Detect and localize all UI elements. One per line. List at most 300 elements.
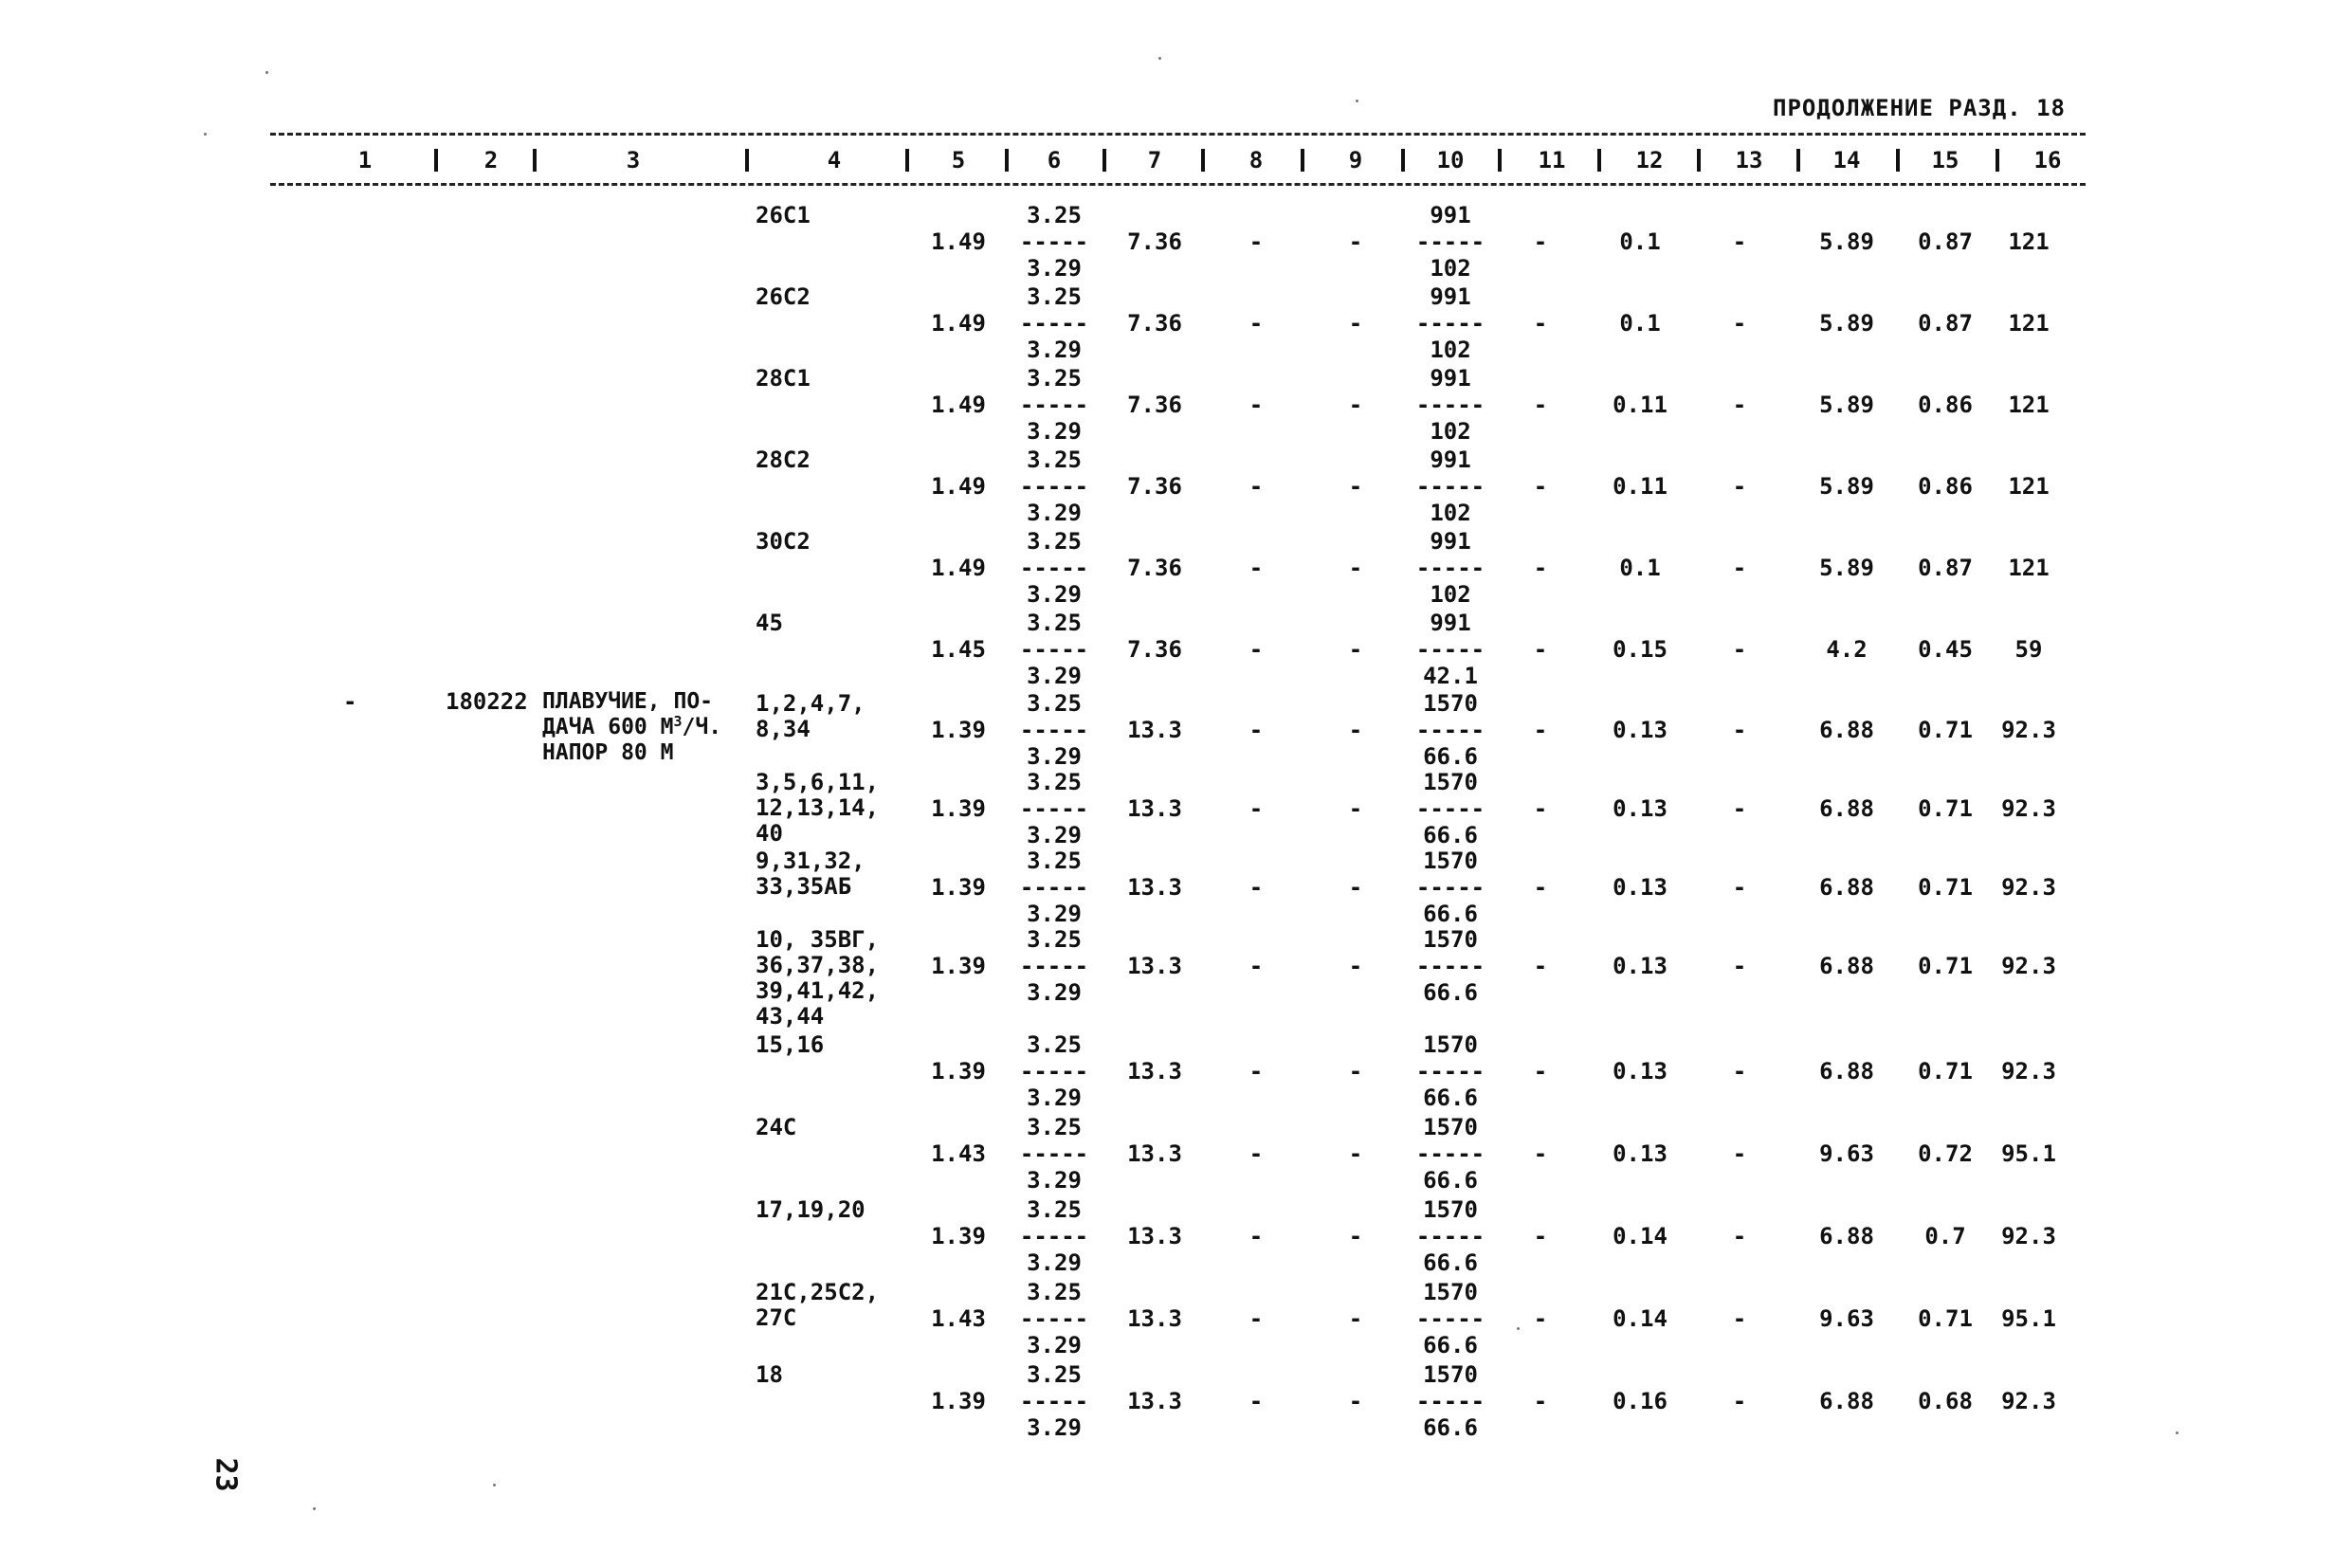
cell-col15: 0.71 <box>1918 874 1973 901</box>
cell-col16: 95.1 <box>2001 1140 2056 1167</box>
cell-col10-denominator: 66.6 <box>1423 743 1478 770</box>
cell-col6-fraction-bar: ----- <box>1019 1305 1089 1332</box>
cell-col8: - <box>1248 795 1264 822</box>
cell-object-ids: 36,37,38, <box>756 952 880 978</box>
cell-col14: 5.89 <box>1819 228 1874 255</box>
cell-col14: 5.89 <box>1819 473 1874 500</box>
cell-object-ids: 26С1 <box>756 202 811 228</box>
column-header-row <box>0 147 2351 175</box>
cell-col10-fraction-bar: ----- <box>1415 1305 1485 1332</box>
cell-col14: 6.88 <box>1819 717 1874 743</box>
cell-col10-numerator: 1570 <box>1423 1031 1478 1058</box>
cell-col13: - <box>1732 1388 1747 1414</box>
cell-col5: 1.49 <box>931 473 986 500</box>
cell-col16: 92.3 <box>2001 717 2056 743</box>
cell-col14: 9.63 <box>1819 1140 1874 1167</box>
cell-col13: - <box>1732 473 1747 500</box>
column-header-3: 3 <box>626 147 641 173</box>
cell-col13: - <box>1732 392 1747 418</box>
cell-col15: 0.71 <box>1918 1058 1973 1085</box>
cell-col8: - <box>1248 874 1264 901</box>
group-desc-line-1: ПЛАВУЧИЕ, ПО- <box>542 689 714 714</box>
column-separator <box>1697 149 1701 172</box>
cell-col15: 0.71 <box>1918 795 1973 822</box>
cell-col13: - <box>1732 636 1747 663</box>
cell-col8: - <box>1248 1305 1264 1332</box>
column-header-4: 4 <box>827 147 842 173</box>
cell-col12: 0.13 <box>1613 717 1668 743</box>
cell-object-ids: 18 <box>756 1361 783 1388</box>
cell-col5: 1.49 <box>931 310 986 337</box>
cell-col11: - <box>1533 1140 1548 1167</box>
cell-col8: - <box>1248 1140 1264 1167</box>
column-separator <box>905 149 909 172</box>
column-header-2: 2 <box>483 147 499 173</box>
cell-col16: 121 <box>2008 473 2050 500</box>
column-header-9: 9 <box>1348 147 1363 173</box>
cell-col10-denominator: 102 <box>1430 418 1471 445</box>
cell-col10-denominator: 102 <box>1430 337 1471 363</box>
cell-col6-fraction-bar: ----- <box>1019 953 1089 979</box>
cell-col12: 0.11 <box>1613 392 1668 418</box>
column-header-10: 10 <box>1436 147 1465 173</box>
cell-object-ids: 15,16 <box>756 1031 825 1058</box>
cell-object-ids: 33,35АБ <box>756 873 852 900</box>
cell-col7: 13.3 <box>1127 795 1182 822</box>
cell-col5: 1.45 <box>931 636 986 663</box>
cell-col6-denominator: 3.29 <box>1027 663 1082 689</box>
cell-col5: 1.49 <box>931 392 986 418</box>
cell-object-ids: 27С <box>756 1304 797 1331</box>
cell-col6-numerator: 3.25 <box>1027 202 1082 228</box>
cell-col15: 0.87 <box>1918 555 1973 581</box>
group-desc-superscript: 3 <box>673 713 683 730</box>
cell-col6-denominator: 3.29 <box>1027 901 1082 927</box>
cell-col10-numerator: 991 <box>1430 365 1471 392</box>
column-separator <box>434 149 438 172</box>
cell-col14: 6.88 <box>1819 1058 1874 1085</box>
cell-col11: - <box>1533 555 1548 581</box>
cell-col10-denominator: 66.6 <box>1423 1167 1478 1194</box>
cell-col10-fraction-bar: ----- <box>1415 795 1485 822</box>
cell-col11: - <box>1533 717 1548 743</box>
cell-col15: 0.86 <box>1918 392 1973 418</box>
cell-col13: - <box>1732 1223 1747 1249</box>
cell-col10-numerator: 1570 <box>1423 1196 1478 1223</box>
group-desc-line-2-text: ДАЧА 600 М <box>542 715 674 739</box>
cell-col10-denominator: 66.6 <box>1423 901 1478 927</box>
cell-col6-denominator: 3.29 <box>1027 255 1082 282</box>
cell-col14: 4.2 <box>1826 636 1868 663</box>
cell-col7: 7.36 <box>1127 392 1182 418</box>
cell-col15: 0.87 <box>1918 228 1973 255</box>
cell-col6-numerator: 3.25 <box>1027 365 1082 392</box>
cell-col5: 1.39 <box>931 953 986 979</box>
cell-col9: - <box>1348 1058 1363 1085</box>
column-header-16: 16 <box>2033 147 2062 173</box>
cell-col14: 6.88 <box>1819 795 1874 822</box>
cell-col11: - <box>1533 310 1548 337</box>
cell-col6-numerator: 3.25 <box>1027 610 1082 636</box>
cell-col5: 1.43 <box>931 1140 986 1167</box>
cell-col9: - <box>1348 392 1363 418</box>
cell-col12: 0.1 <box>1619 310 1661 337</box>
cell-object-ids: 43,44 <box>756 1003 825 1030</box>
cell-col14: 6.88 <box>1819 1388 1874 1414</box>
cell-col12: 0.13 <box>1613 795 1668 822</box>
cell-col9: - <box>1348 1140 1363 1167</box>
cell-col7: 13.3 <box>1127 1223 1182 1249</box>
group-desc-line-3: НАПОР 80 М <box>542 740 674 765</box>
cell-col8: - <box>1248 1058 1264 1085</box>
cell-col11: - <box>1533 953 1548 979</box>
cell-col6-fraction-bar: ----- <box>1019 795 1089 822</box>
column-separator <box>1996 149 1999 172</box>
cell-col6-fraction-bar: ----- <box>1019 1388 1089 1414</box>
cell-col6-denominator: 3.29 <box>1027 1085 1082 1111</box>
cell-col13: - <box>1732 228 1747 255</box>
cell-col13: - <box>1732 1305 1747 1332</box>
cell-object-ids: 21С,25С2, <box>756 1279 880 1305</box>
cell-col14: 6.88 <box>1819 1223 1874 1249</box>
cell-col16: 59 <box>2014 636 2043 663</box>
cell-col13: - <box>1732 310 1747 337</box>
cell-object-ids: 45 <box>756 610 783 636</box>
cell-col9: - <box>1348 555 1363 581</box>
cell-col10-denominator: 42.1 <box>1423 663 1478 689</box>
column-separator <box>1401 149 1405 172</box>
cell-col10-numerator: 991 <box>1430 202 1471 228</box>
cell-col6-fraction-bar: ----- <box>1019 555 1089 581</box>
cell-col7: 7.36 <box>1127 473 1182 500</box>
cell-col5: 1.43 <box>931 1305 986 1332</box>
cell-col16: 92.3 <box>2001 1388 2056 1414</box>
cell-col6-fraction-bar: ----- <box>1019 1223 1089 1249</box>
cell-col13: - <box>1732 717 1747 743</box>
cell-col10-denominator: 102 <box>1430 500 1471 526</box>
cell-col6-denominator: 3.29 <box>1027 1414 1082 1441</box>
cell-col6-numerator: 3.25 <box>1027 926 1082 953</box>
cell-col8: - <box>1248 1388 1264 1414</box>
cell-col10-numerator: 991 <box>1430 447 1471 473</box>
cell-col10-numerator: 1570 <box>1423 690 1478 717</box>
cell-col10-fraction-bar: ----- <box>1415 555 1485 581</box>
cell-col6-numerator: 3.25 <box>1027 690 1082 717</box>
cell-col5: 1.39 <box>931 1058 986 1085</box>
cell-col8: - <box>1248 473 1264 500</box>
cell-col10-numerator: 1570 <box>1423 1361 1478 1388</box>
cell-col6-numerator: 3.25 <box>1027 848 1082 874</box>
cell-col9: - <box>1348 310 1363 337</box>
column-separator <box>533 149 537 172</box>
cell-col10-numerator: 1570 <box>1423 769 1478 795</box>
cell-col16: 92.3 <box>2001 874 2056 901</box>
cell-col10-denominator: 66.6 <box>1423 1414 1478 1441</box>
margin-page-mark: 23 <box>209 1457 243 1492</box>
cell-col7: 7.36 <box>1127 310 1182 337</box>
cell-col6-numerator: 3.25 <box>1027 447 1082 473</box>
cell-col9: - <box>1348 636 1363 663</box>
cell-object-ids: 28С1 <box>756 365 811 392</box>
cell-col5: 1.39 <box>931 1388 986 1414</box>
cell-col10-fraction-bar: ----- <box>1415 874 1485 901</box>
cell-col16: 92.3 <box>2001 953 2056 979</box>
cell-col11: - <box>1533 1058 1548 1085</box>
cell-col9: - <box>1348 473 1363 500</box>
column-header-7: 7 <box>1147 147 1162 173</box>
cell-col6-fraction-bar: ----- <box>1019 392 1089 418</box>
cell-col13: - <box>1732 874 1747 901</box>
cell-col7: 13.3 <box>1127 717 1182 743</box>
column-header-1: 1 <box>357 147 373 173</box>
cell-col13: - <box>1732 1140 1747 1167</box>
cell-col10-numerator: 1570 <box>1423 1279 1478 1305</box>
group-code: 180222 <box>446 688 528 715</box>
cell-col5: 1.39 <box>931 795 986 822</box>
cell-col12: 0.13 <box>1613 874 1668 901</box>
cell-col15: 0.7 <box>1924 1223 1966 1249</box>
cell-object-ids: 3,5,6,11, <box>756 769 880 795</box>
cell-col12: 0.14 <box>1613 1305 1668 1332</box>
cell-col7: 13.3 <box>1127 1058 1182 1085</box>
cell-col6-fraction-bar: ----- <box>1019 874 1089 901</box>
cell-col6-denominator: 3.29 <box>1027 822 1082 848</box>
cell-col6-numerator: 3.25 <box>1027 769 1082 795</box>
cell-col12: 0.1 <box>1619 228 1661 255</box>
cell-col7: 13.3 <box>1127 953 1182 979</box>
cell-col6-numerator: 3.25 <box>1027 528 1082 555</box>
cell-col6-fraction-bar: ----- <box>1019 228 1089 255</box>
cell-col10-fraction-bar: ----- <box>1415 717 1485 743</box>
cell-col9: - <box>1348 1388 1363 1414</box>
cell-col16: 121 <box>2008 392 2050 418</box>
cell-col6-denominator: 3.29 <box>1027 743 1082 770</box>
cell-col9: - <box>1348 1305 1363 1332</box>
cell-col11: - <box>1533 636 1548 663</box>
column-header-15: 15 <box>1931 147 1959 173</box>
cell-col6-numerator: 3.25 <box>1027 1031 1082 1058</box>
cell-col10-denominator: 102 <box>1430 255 1471 282</box>
column-header-11: 11 <box>1538 147 1566 173</box>
cell-col7: 13.3 <box>1127 1140 1182 1167</box>
cell-col15: 0.72 <box>1918 1140 1973 1167</box>
cell-col10-numerator: 1570 <box>1423 1114 1478 1140</box>
group-prefix: - <box>343 688 357 715</box>
cell-object-ids: 17,19,20 <box>756 1196 866 1223</box>
cell-col10-denominator: 66.6 <box>1423 979 1478 1006</box>
header-top-rule <box>270 133 2086 136</box>
cell-col15: 0.86 <box>1918 473 1973 500</box>
cell-col11: - <box>1533 795 1548 822</box>
cell-col10-fraction-bar: ----- <box>1415 392 1485 418</box>
cell-col14: 5.89 <box>1819 392 1874 418</box>
column-separator <box>1597 149 1601 172</box>
cell-col15: 0.87 <box>1918 310 1973 337</box>
group-desc-suffix: /Ч. <box>682 715 722 739</box>
cell-object-ids: 10, 35ВГ, <box>756 926 880 953</box>
cell-col11: - <box>1533 228 1548 255</box>
cell-col11: - <box>1533 392 1548 418</box>
cell-col10-denominator: 66.6 <box>1423 1249 1478 1276</box>
cell-object-ids: 24С <box>756 1114 797 1140</box>
cell-col16: 121 <box>2008 310 2050 337</box>
cell-col12: 0.15 <box>1613 636 1668 663</box>
cell-object-ids: 9,31,32, <box>756 848 866 874</box>
cell-col6-numerator: 3.25 <box>1027 1114 1082 1140</box>
cell-col7: 13.3 <box>1127 1305 1182 1332</box>
cell-col10-fraction-bar: ----- <box>1415 1140 1485 1167</box>
column-separator <box>1498 149 1502 172</box>
cell-col15: 0.71 <box>1918 1305 1973 1332</box>
column-separator <box>1896 149 1900 172</box>
cell-col10-denominator: 66.6 <box>1423 1085 1478 1111</box>
column-header-13: 13 <box>1735 147 1763 173</box>
cell-col6-denominator: 3.29 <box>1027 979 1082 1006</box>
cell-col7: 7.36 <box>1127 636 1182 663</box>
cell-col9: - <box>1348 1223 1363 1249</box>
cell-col10-fraction-bar: ----- <box>1415 953 1485 979</box>
column-separator <box>1201 149 1205 172</box>
cell-col15: 0.71 <box>1918 717 1973 743</box>
cell-col9: - <box>1348 228 1363 255</box>
cell-col7: 13.3 <box>1127 874 1182 901</box>
cell-col10-numerator: 1570 <box>1423 926 1478 953</box>
cell-col8: - <box>1248 555 1264 581</box>
column-separator <box>745 149 749 172</box>
cell-col15: 0.45 <box>1918 636 1973 663</box>
cell-col6-denominator: 3.29 <box>1027 1249 1082 1276</box>
cell-object-ids: 8,34 <box>756 716 811 742</box>
cell-col9: - <box>1348 953 1363 979</box>
column-header-6: 6 <box>1047 147 1062 173</box>
cell-col9: - <box>1348 795 1363 822</box>
cell-col10-fraction-bar: ----- <box>1415 473 1485 500</box>
cell-col7: 13.3 <box>1127 1388 1182 1414</box>
cell-col8: - <box>1248 953 1264 979</box>
cell-col16: 92.3 <box>2001 1223 2056 1249</box>
header-bottom-rule <box>270 183 2086 186</box>
cell-col7: 7.36 <box>1127 555 1182 581</box>
cell-object-ids: 40 <box>756 820 783 847</box>
cell-col5: 1.49 <box>931 228 986 255</box>
cell-col10-fraction-bar: ----- <box>1415 1388 1485 1414</box>
cell-object-ids: 30С2 <box>756 528 811 555</box>
cell-col11: - <box>1533 874 1548 901</box>
cell-col13: - <box>1732 555 1747 581</box>
cell-col6-denominator: 3.29 <box>1027 418 1082 445</box>
column-separator <box>1005 149 1009 172</box>
cell-col12: 0.13 <box>1613 953 1668 979</box>
column-header-12: 12 <box>1635 147 1664 173</box>
cell-col6-numerator: 3.25 <box>1027 1361 1082 1388</box>
cell-col10-fraction-bar: ----- <box>1415 636 1485 663</box>
column-separator <box>1301 149 1304 172</box>
cell-col10-fraction-bar: ----- <box>1415 228 1485 255</box>
cell-col10-fraction-bar: ----- <box>1415 310 1485 337</box>
cell-col6-fraction-bar: ----- <box>1019 310 1089 337</box>
cell-col6-fraction-bar: ----- <box>1019 636 1089 663</box>
cell-col6-denominator: 3.29 <box>1027 1167 1082 1194</box>
cell-col14: 6.88 <box>1819 874 1874 901</box>
cell-col8: - <box>1248 1223 1264 1249</box>
cell-col16: 92.3 <box>2001 795 2056 822</box>
cell-col8: - <box>1248 228 1264 255</box>
cell-col6-denominator: 3.29 <box>1027 581 1082 608</box>
cell-col10-numerator: 991 <box>1430 610 1471 636</box>
column-header-8: 8 <box>1248 147 1264 173</box>
cell-col16: 95.1 <box>2001 1305 2056 1332</box>
cell-object-ids: 28С2 <box>756 447 811 473</box>
cell-col5: 1.39 <box>931 717 986 743</box>
group-desc-line-2 <box>542 715 721 740</box>
cell-col14: 5.89 <box>1819 310 1874 337</box>
cell-col16: 121 <box>2008 555 2050 581</box>
cell-col10-numerator: 991 <box>1430 528 1471 555</box>
cell-object-ids: 12,13,14, <box>756 794 880 821</box>
cell-col9: - <box>1348 717 1363 743</box>
cell-col14: 9.63 <box>1819 1305 1874 1332</box>
cell-col12: 0.1 <box>1619 555 1661 581</box>
cell-col6-numerator: 3.25 <box>1027 1279 1082 1305</box>
cell-col10-denominator: 66.6 <box>1423 822 1478 848</box>
cell-col11: - <box>1533 1223 1548 1249</box>
cell-col10-denominator: 102 <box>1430 581 1471 608</box>
cell-col6-denominator: 3.29 <box>1027 337 1082 363</box>
cell-col5: 1.39 <box>931 874 986 901</box>
column-separator <box>1796 149 1800 172</box>
cell-col9: - <box>1348 874 1363 901</box>
cell-col12: 0.16 <box>1613 1388 1668 1414</box>
cell-col13: - <box>1732 953 1747 979</box>
cell-object-ids: 39,41,42, <box>756 977 880 1004</box>
column-header-5: 5 <box>951 147 966 173</box>
cell-col5: 1.39 <box>931 1223 986 1249</box>
cell-col13: - <box>1732 1058 1747 1085</box>
cell-col10-numerator: 1570 <box>1423 848 1478 874</box>
cell-col12: 0.13 <box>1613 1058 1668 1085</box>
cell-col15: 0.71 <box>1918 953 1973 979</box>
cell-col6-numerator: 3.25 <box>1027 1196 1082 1223</box>
cell-object-ids: 26С2 <box>756 283 811 310</box>
section-heading: ПРОДОЛЖЕНИЕ РАЗД. 18 <box>1773 95 2066 121</box>
cell-col13: - <box>1732 795 1747 822</box>
cell-col5: 1.49 <box>931 555 986 581</box>
cell-col10-denominator: 66.6 <box>1423 1332 1478 1358</box>
cell-col7: 7.36 <box>1127 228 1182 255</box>
column-header-14: 14 <box>1832 147 1861 173</box>
cell-col6-fraction-bar: ----- <box>1019 717 1089 743</box>
cell-col8: - <box>1248 636 1264 663</box>
cell-col6-denominator: 3.29 <box>1027 1332 1082 1358</box>
cell-col14: 5.89 <box>1819 555 1874 581</box>
column-separator <box>1103 149 1106 172</box>
cell-col6-fraction-bar: ----- <box>1019 473 1089 500</box>
cell-col10-fraction-bar: ----- <box>1415 1223 1485 1249</box>
cell-col6-numerator: 3.25 <box>1027 283 1082 310</box>
cell-col8: - <box>1248 392 1264 418</box>
cell-col15: 0.68 <box>1918 1388 1973 1414</box>
cell-col12: 0.14 <box>1613 1223 1668 1249</box>
cell-col16: 121 <box>2008 228 2050 255</box>
cell-col6-fraction-bar: ----- <box>1019 1140 1089 1167</box>
cell-col6-fraction-bar: ----- <box>1019 1058 1089 1085</box>
cell-col6-denominator: 3.29 <box>1027 500 1082 526</box>
cell-col12: 0.11 <box>1613 473 1668 500</box>
cell-col12: 0.13 <box>1613 1140 1668 1167</box>
cell-col10-numerator: 991 <box>1430 283 1471 310</box>
cell-col8: - <box>1248 310 1264 337</box>
cell-col10-fraction-bar: ----- <box>1415 1058 1485 1085</box>
